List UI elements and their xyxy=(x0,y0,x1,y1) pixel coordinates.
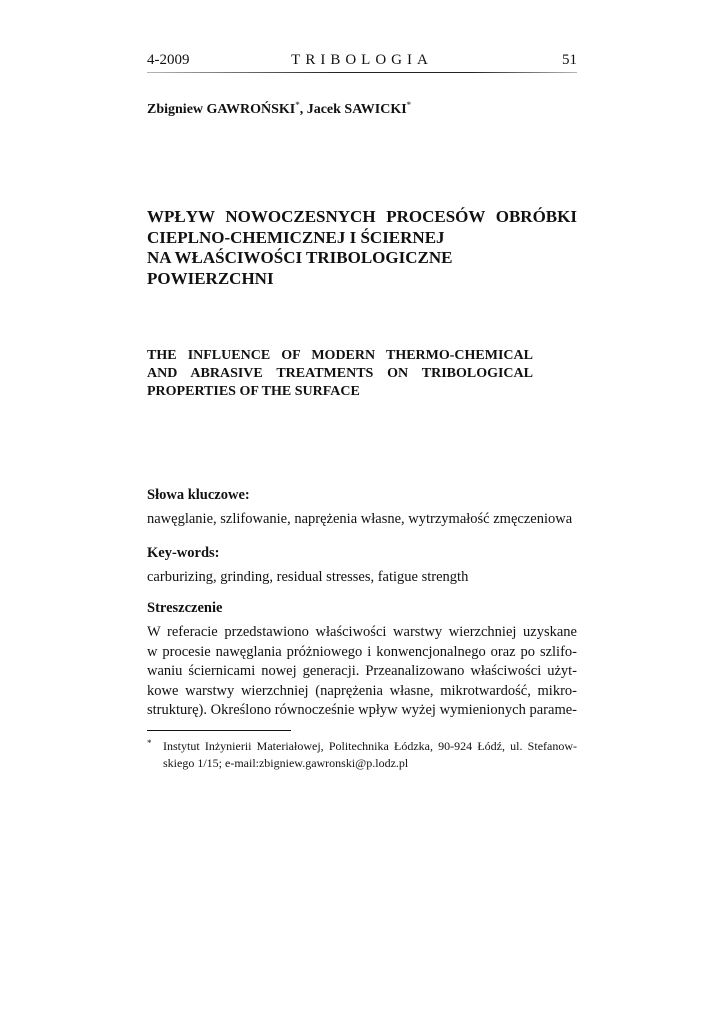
title-line: THE INFLUENCE OF MODERN THERMO-CHEMICAL xyxy=(147,348,533,363)
title-line: POWIERZCHNI xyxy=(147,268,274,288)
abstract-line: W referacie przedstawiono właściwości warstwy wierzchniej uzyskane xyxy=(147,624,577,640)
footnote-body xyxy=(163,738,577,772)
abstract-line: kowe warstwy wierzchniej (naprężenia własne, mikrotwardość, mikro- xyxy=(147,682,577,699)
issue-number: 4-2009 xyxy=(147,52,190,68)
keywords-en-label: Key-words: xyxy=(147,545,220,561)
title-line: NA WŁAŚCIWOŚCI TRIBOLOGICZNE xyxy=(147,248,453,267)
authors xyxy=(147,102,411,118)
keywords-pl-label: Słowa kluczowe: xyxy=(147,487,250,503)
affiliation-mark: * xyxy=(406,100,412,110)
footnote-line: skiego 1/15; e-mail:zbigniew.gawronski@p.lodz.pl xyxy=(163,756,409,770)
title-line: CIEPLNO-CHEMICZNEJ I ŚCIERNEJ xyxy=(147,227,445,247)
title-polish xyxy=(147,207,577,289)
footnote-line: Instytut Inżynierii Materiałowej, Politechnika Łódzka, 90-924 Łódź, ul. Stefanow- xyxy=(163,739,577,753)
abstract-line: w procesie nawęglania próżniowego i konwencjonalnego oraz po szlifo- xyxy=(147,643,577,660)
title-line: PROPERTIES OF THE SURFACE xyxy=(147,384,360,399)
keywords-pl-text: nawęglanie, szlifowanie, naprężenia własne, wytrzymałość zmęczeniowa xyxy=(147,511,573,527)
title-line: WPŁYW NOWOCZESNYCH PROCESÓW OBRÓBKI xyxy=(147,207,577,226)
title-line: AND ABRASIVE TREATMENTS ON TRIBOLOGICAL xyxy=(147,366,533,381)
footnote-rule xyxy=(147,730,291,731)
author-name: Jacek SAWICKI xyxy=(306,102,407,117)
footnote-mark: * xyxy=(147,738,152,748)
abstract-label: Streszczenie xyxy=(147,600,223,616)
running-head xyxy=(147,52,577,74)
author-name: Zbigniew GAWROŃSKI xyxy=(147,102,296,117)
journal-name: TRIBOLOGIA xyxy=(291,52,433,68)
author-separator: , xyxy=(299,102,307,117)
keywords-en-text: carburizing, grinding, residual stresses, fatigue strength xyxy=(147,569,469,585)
title-english xyxy=(147,347,533,401)
header-rule xyxy=(147,72,577,73)
abstract-line: strukturę). Określono równocześnie wpływ wyżej wymienionych parame- xyxy=(147,702,577,718)
abstract-body xyxy=(147,623,577,721)
affiliation-mark: * xyxy=(295,100,300,110)
page-number: 51 xyxy=(562,52,577,68)
abstract-line: waniu ściernicami nowej generacji. Przeanalizowano właściwości użyt- xyxy=(147,663,577,679)
